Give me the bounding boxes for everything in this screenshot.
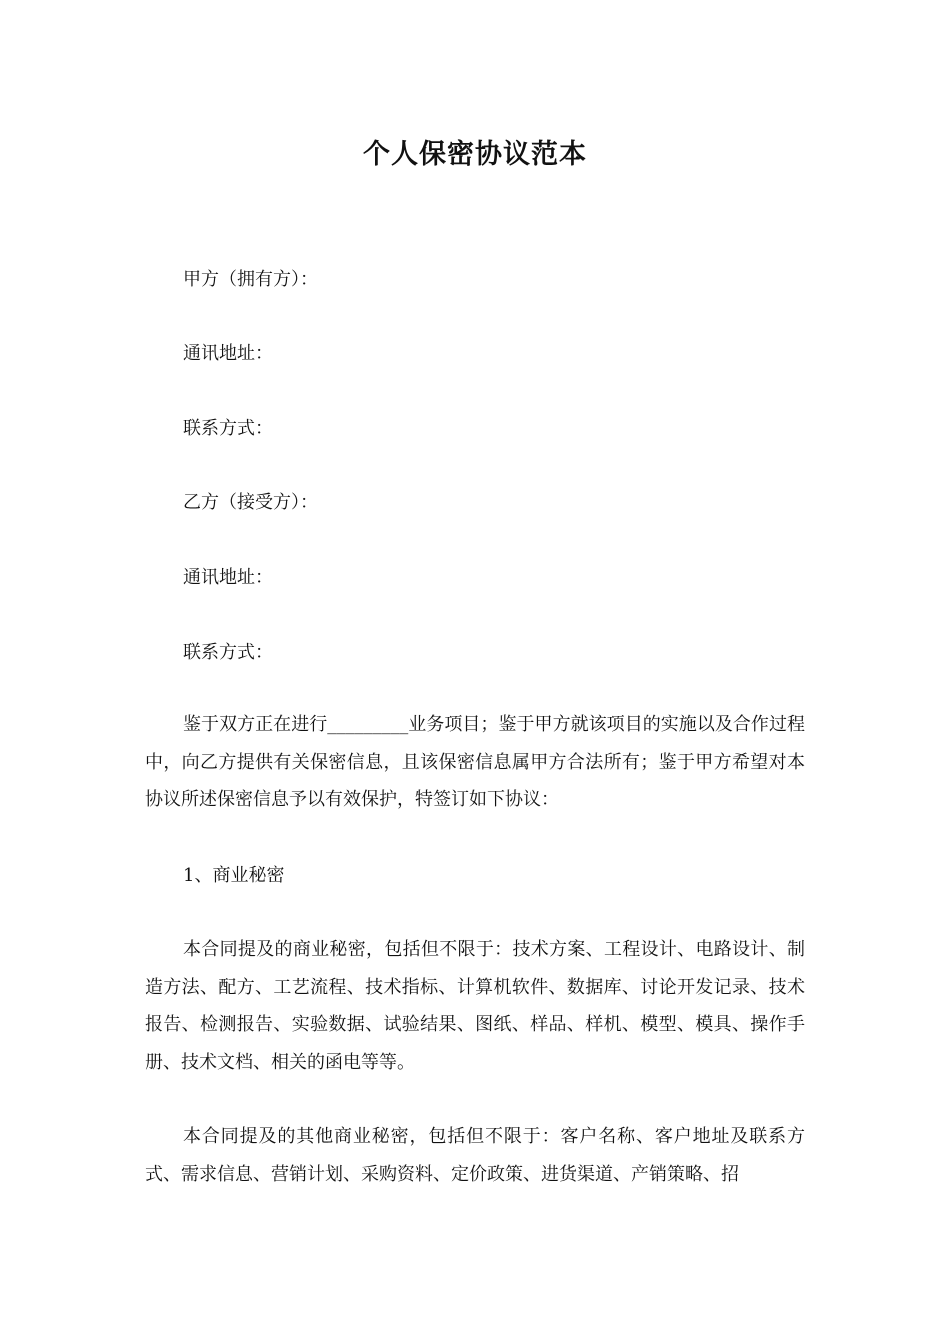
party-a-contact-label: 联系方式： (183, 418, 273, 439)
other-secret-paragraph: 本合同提及的其他商业秘密，包括但不限于：客户名称、客户地址及联系方式、需求信息、营销计划、采购资料、定价政策、进货渠道、产销策略、招 (145, 1126, 805, 1185)
party-b-address-label: 通讯地址： (183, 567, 273, 588)
party-a-label: 甲方（拥有方）： (183, 269, 318, 290)
party-a-address-label: 通讯地址： (183, 343, 273, 364)
trade-secret-paragraph: 本合同提及的商业秘密，包括但不限于：技术方案、工程设计、电路设计、制造方法、配方、工艺流程、技术指标、计算机软件、数据库、讨论开发记录、技术报告、检测报告、实验数据、试验结果、图纸、样品、样机、模型、模具、操作手册、技术文档、相关的函电等等。 (145, 939, 805, 1073)
document-title: 个人保密协议范本 (363, 139, 587, 170)
party-b-contact-label: 联系方式： (183, 642, 273, 663)
section-1-heading: 1、商业秘密 (183, 865, 285, 886)
party-b-label: 乙方（接受方）： (183, 492, 318, 513)
preamble-paragraph: 鉴于双方正在进行_________业务项目；鉴于甲方就该项目的实施以及合作过程中，向乙方提供有关保密信息，且该保密信息属甲方合法所有；鉴于甲方希望对本协议所述保密信息予以有效保护，特签订如下协议： (145, 714, 805, 810)
